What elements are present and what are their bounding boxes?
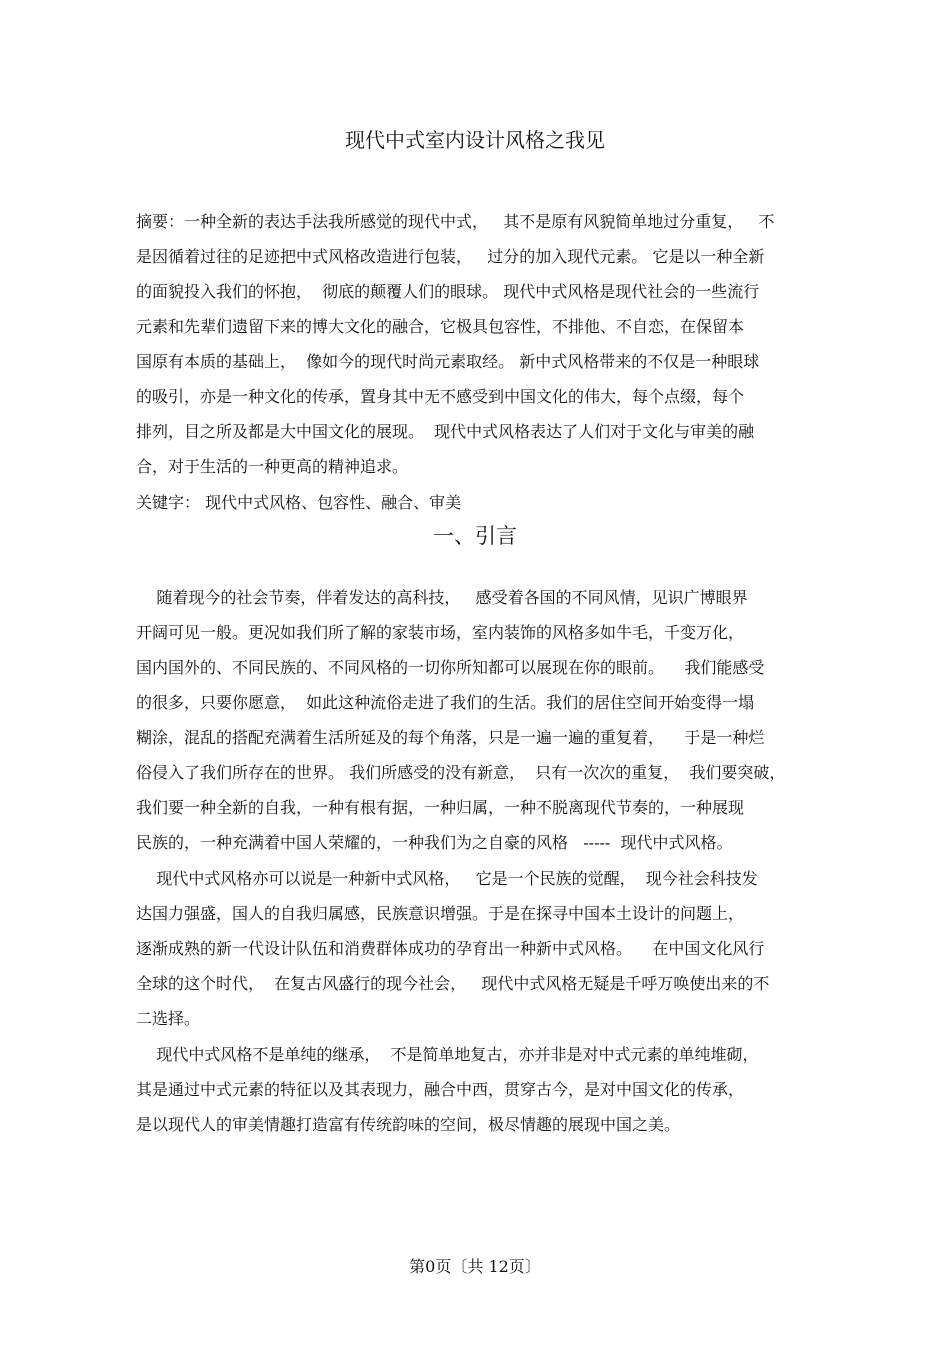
abstract-line: 合，对于生活的一种更高的精神追求。 bbox=[136, 457, 409, 476]
paragraph-line: 二选择。 bbox=[136, 1009, 201, 1028]
paragraph-line: 是以现代人的审美情趣打造富有传统韵味的空间，极尽情趣的展现中国之美。 bbox=[136, 1115, 681, 1134]
paragraph-line: 随着现今的社会节奏，伴着发达的高科技， 感受着各国的不同风情，见识广博眼界 bbox=[136, 588, 748, 607]
abstract-line: 国原有本质的基础上， 像如今的现代时尚元素取经。 新中式风格带来的不仅是一种眼球 bbox=[136, 352, 760, 371]
paragraph-line: 我们要一种全新的自我，一种有根有据，一种归属，一种不脱离现代节奏的，一种展现 bbox=[136, 798, 745, 817]
abstract-line: 是因循着过往的足迹把中式风格改造进行包装， 过分的加入现代元素。 它是以一种全新 bbox=[136, 247, 765, 266]
paragraph-line: 现代中式风格亦可以说是一种新中式风格， 它是一个民族的觉醒， 现今社会科技发 bbox=[136, 869, 758, 888]
abstract-line: 的面貌投入我们的怀抱， 彻底的颠覆人们的眼球。 现代中式风格是现代社会的一些流行 bbox=[136, 282, 760, 301]
paragraph-line: 国内国外的、不同民族的、不同风格的一切你所知都可以展现在你的眼前。 我们能感受 bbox=[136, 658, 765, 677]
keywords-line: 关键字： 现代中式风格、包容性、融合、审美 bbox=[136, 493, 462, 512]
page-footer: 第0页〔共 12页〕 bbox=[409, 1257, 541, 1276]
paragraph-line: 达国力强盛，国人的自我归属感，民族意识增强。于是在探寻中国本土设计的问题上， bbox=[136, 904, 745, 923]
paragraph-line: 的很多，只要你愿意， 如此这种流俗走进了我们的生活。我们的居住空间开始变得一塌 bbox=[136, 693, 755, 712]
paragraph-line: 民族的，一种充满着中国人荣耀的，一种我们为之自豪的风格 ----- 现代中式风格。 bbox=[136, 833, 733, 852]
abstract-line: 摘要：一种全新的表达手法我所感觉的现代中式， 其不是原有风貌简单地过分重复， 不 bbox=[136, 212, 775, 231]
paragraph-line: 俗侵入了我们所存在的世界。 我们所感受的没有新意， 只有一次次的重复， 我们要突破， bbox=[136, 763, 786, 782]
abstract-line: 元素和先辈们遗留下来的博大文化的融合，它极具包容性，不排他、不自恋，在保留本 bbox=[136, 317, 745, 336]
paragraph-line: 其是通过中式元素的特征以及其表现力，融合中西，贯穿古今，是对中国文化的传承， bbox=[136, 1080, 745, 1099]
abstract-line: 的吸引，亦是一种文化的传承，置身其中无不感受到中国文化的伟大，每个点缀，每个 bbox=[136, 387, 745, 406]
paragraph-line: 现代中式风格不是单纯的继承， 不是简单地复古，亦并非是对中式元素的单纯堆砌， bbox=[136, 1045, 759, 1064]
paragraph-line: 全球的这个时代， 在复古风盛行的现今社会， 现代中式风格无疑是千呼万唤使出来的不 bbox=[136, 974, 770, 993]
paragraph-line: 逐渐成熟的新一代设计队伍和消费群体成功的孕育出一种新中式风格。 在中国文化风行 bbox=[136, 939, 765, 958]
paragraph-line: 糊涂，混乱的搭配充满着生活所延及的每个角落，只是一遍一遍的重复着， 于是一种烂 bbox=[136, 728, 765, 747]
paragraph-line: 开阔可见一般。更况如我们所了解的家装市场，室内装饰的风格多如牛毛，千变万化， bbox=[136, 623, 745, 642]
document-title: 现代中式室内设计风格之我见 bbox=[345, 128, 605, 152]
abstract-line: 排列，目之所及都是大中国文化的展现。 现代中式风格表达了人们对于文化与审美的融 bbox=[136, 422, 755, 441]
section-heading: 一、引言 bbox=[433, 524, 517, 548]
